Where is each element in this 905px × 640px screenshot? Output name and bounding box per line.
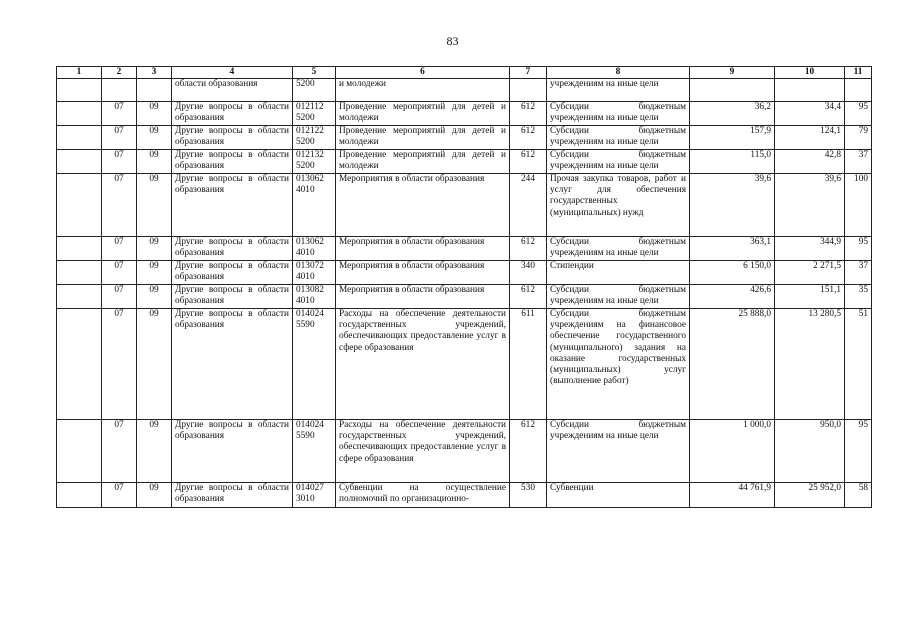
cell-percent: 35 [845,285,872,309]
cell-target-code: 014027 3010 [293,483,336,508]
page-number: 83 [446,34,459,48]
cell-subsection: 09 [137,150,172,174]
table-row [57,237,872,261]
cell-col1 [57,174,102,237]
cell-expense-name: учреждениям на иные цели [547,79,690,102]
header-cell: 11 [845,67,872,79]
cell-col1 [57,483,102,508]
cell-expense-type: 612 [510,420,547,483]
cell-expense-type: 612 [510,237,547,261]
cell-expense-name: Стипендии [547,261,690,285]
cell-subsection: 09 [137,309,172,420]
cell-col1 [57,102,102,126]
cell-section: 07 [102,483,137,508]
cell-section: 07 [102,285,137,309]
cell-expense-type: 611 [510,309,547,420]
cell-target-name: Проведение мероприятий для детей и молодежи [336,102,510,126]
cell-target-name: Проведение мероприятий для детей и молодежи [336,150,510,174]
table-row [57,174,872,237]
header-cell: 5 [293,67,336,79]
cell-actual: 34,4 [775,102,845,126]
header-cell: 1 [57,67,102,79]
cell-target-name: Мероприятия в области образования [336,237,510,261]
cell-actual: 2 271,5 [775,261,845,285]
cell-subsection [137,79,172,102]
cell-actual: 13 280,5 [775,309,845,420]
cell-actual: 39,6 [775,174,845,237]
cell-target-name: Мероприятия в области образования [336,174,510,237]
cell-section: 07 [102,150,137,174]
cell-section [102,79,137,102]
cell-section: 07 [102,261,137,285]
cell-col1 [57,150,102,174]
cell-plan: 25 888,0 [690,309,775,420]
cell-expense-name: Субсидии бюджетным учреждениям на иные цели [547,150,690,174]
cell-col1 [57,261,102,285]
cell-expense-type: 530 [510,483,547,508]
cell-target-code: 013082 4010 [293,285,336,309]
cell-target-name: Субвенции на осуществление полномочий по организационно- [336,483,510,508]
cell-actual: 344,9 [775,237,845,261]
header-cell: 10 [775,67,845,79]
cell-section-name: Другие вопросы в области образования [172,150,293,174]
cell-expense-name: Субсидии бюджетным учреждениям на иные цели [547,237,690,261]
cell-actual: 25 952,0 [775,483,845,508]
cell-target-code: 013072 4010 [293,261,336,285]
cell-expense-name: Субсидии бюджетным учреждениям на финансовое обеспечение государственного (муниципального) задания на оказание государственных (муниципальных) услуг (выполнение работ) [547,309,690,420]
cell-target-code: 012132 5200 [293,150,336,174]
cell-expense-name: Субсидии бюджетным учреждениям на иные цели [547,285,690,309]
table-row [57,126,872,150]
cell-col1 [57,309,102,420]
cell-plan: 44 761,9 [690,483,775,508]
cell-section: 07 [102,126,137,150]
cell-plan: 36,2 [690,102,775,126]
cell-expense-name: Прочая закупка товаров, работ и услуг для обеспечения государственных (муниципальных) нужд [547,174,690,237]
cell-target-name: Мероприятия в области образования [336,285,510,309]
cell-section-name: Другие вопросы в области образования [172,102,293,126]
cell-subsection: 09 [137,420,172,483]
cell-section-name: Другие вопросы в области образования [172,483,293,508]
cell-section-name: области образования [172,79,293,102]
cell-percent: 100 [845,174,872,237]
cell-percent: 95 [845,102,872,126]
cell-actual: 42,8 [775,150,845,174]
cell-section-name: Другие вопросы в области образования [172,285,293,309]
cell-subsection: 09 [137,126,172,150]
cell-target-code: 014024 5590 [293,420,336,483]
cell-expense-type [510,79,547,102]
cell-actual: 950,0 [775,420,845,483]
table-row [57,150,872,174]
cell-actual: 151,1 [775,285,845,309]
cell-subsection: 09 [137,285,172,309]
cell-expense-name: Субсидии бюджетным учреждениям на иные цели [547,126,690,150]
cell-plan: 6 150,0 [690,261,775,285]
cell-expense-type: 612 [510,102,547,126]
cell-actual [775,79,845,102]
cell-section-name: Другие вопросы в области образования [172,126,293,150]
cell-target-code: 013062 4010 [293,174,336,237]
header-cell: 3 [137,67,172,79]
table-row [57,102,872,126]
table-row [57,309,872,420]
cell-percent: 37 [845,150,872,174]
header-row [57,67,872,79]
cell-section-name: Другие вопросы в области образования [172,309,293,420]
cell-plan: 1 000,0 [690,420,775,483]
cell-plan: 363,1 [690,237,775,261]
cell-subsection: 09 [137,237,172,261]
header-cell: 2 [102,67,137,79]
cell-subsection: 09 [137,483,172,508]
cell-expense-type: 244 [510,174,547,237]
table-row [57,483,872,508]
table-row [57,261,872,285]
cell-target-name: Проведение мероприятий для детей и молодежи [336,126,510,150]
cell-percent: 58 [845,483,872,508]
header-cell: 7 [510,67,547,79]
cell-col1 [57,79,102,102]
cell-target-code: 014024 5590 [293,309,336,420]
cell-section-name: Другие вопросы в области образования [172,237,293,261]
cell-percent: 79 [845,126,872,150]
cell-percent: 95 [845,420,872,483]
cell-section: 07 [102,174,137,237]
cell-section: 07 [102,237,137,261]
cell-expense-type: 340 [510,261,547,285]
cell-expense-name: Субвенции [547,483,690,508]
cell-section: 07 [102,420,137,483]
cell-target-code: 013062 4010 [293,237,336,261]
cell-expense-type: 612 [510,126,547,150]
cell-plan: 115,0 [690,150,775,174]
cell-section-name: Другие вопросы в области образования [172,261,293,285]
cell-expense-name: Субсидии бюджетным учреждениям на иные цели [547,102,690,126]
table-row [57,79,872,102]
cell-plan [690,79,775,102]
cell-target-code: 5200 [293,79,336,102]
cell-plan: 157,9 [690,126,775,150]
header-cell: 6 [336,67,510,79]
cell-section: 07 [102,309,137,420]
cell-percent [845,79,872,102]
cell-percent: 37 [845,261,872,285]
header-cell: 4 [172,67,293,79]
cell-subsection: 09 [137,174,172,237]
cell-target-code: 012112 5200 [293,102,336,126]
cell-target-name: Расходы на обеспечение деятельности государственных учреждений, обеспечивающих предоставление услуг в сфере образования [336,309,510,420]
cell-percent: 95 [845,237,872,261]
cell-target-name: Расходы на обеспечение деятельности государственных учреждений, обеспечивающих предоставление услуг в сфере образования [336,420,510,483]
cell-col1 [57,126,102,150]
cell-plan: 39,6 [690,174,775,237]
cell-target-code: 012122 5200 [293,126,336,150]
budget-table [56,66,872,508]
header-cell: 8 [547,67,690,79]
cell-target-name: и молодежи [336,79,510,102]
cell-expense-name: Субсидии бюджетным учреждениям на иные цели [547,420,690,483]
table-row [57,285,872,309]
cell-col1 [57,285,102,309]
cell-section: 07 [102,102,137,126]
cell-actual: 124,1 [775,126,845,150]
cell-target-name: Мероприятия в области образования [336,261,510,285]
table-row [57,420,872,483]
cell-col1 [57,420,102,483]
cell-percent: 51 [845,309,872,420]
cell-col1 [57,237,102,261]
header-cell: 9 [690,67,775,79]
cell-section-name: Другие вопросы в области образования [172,174,293,237]
cell-subsection: 09 [137,261,172,285]
cell-section-name: Другие вопросы в области образования [172,420,293,483]
cell-plan: 426,6 [690,285,775,309]
cell-expense-type: 612 [510,285,547,309]
cell-expense-type: 612 [510,150,547,174]
cell-subsection: 09 [137,102,172,126]
